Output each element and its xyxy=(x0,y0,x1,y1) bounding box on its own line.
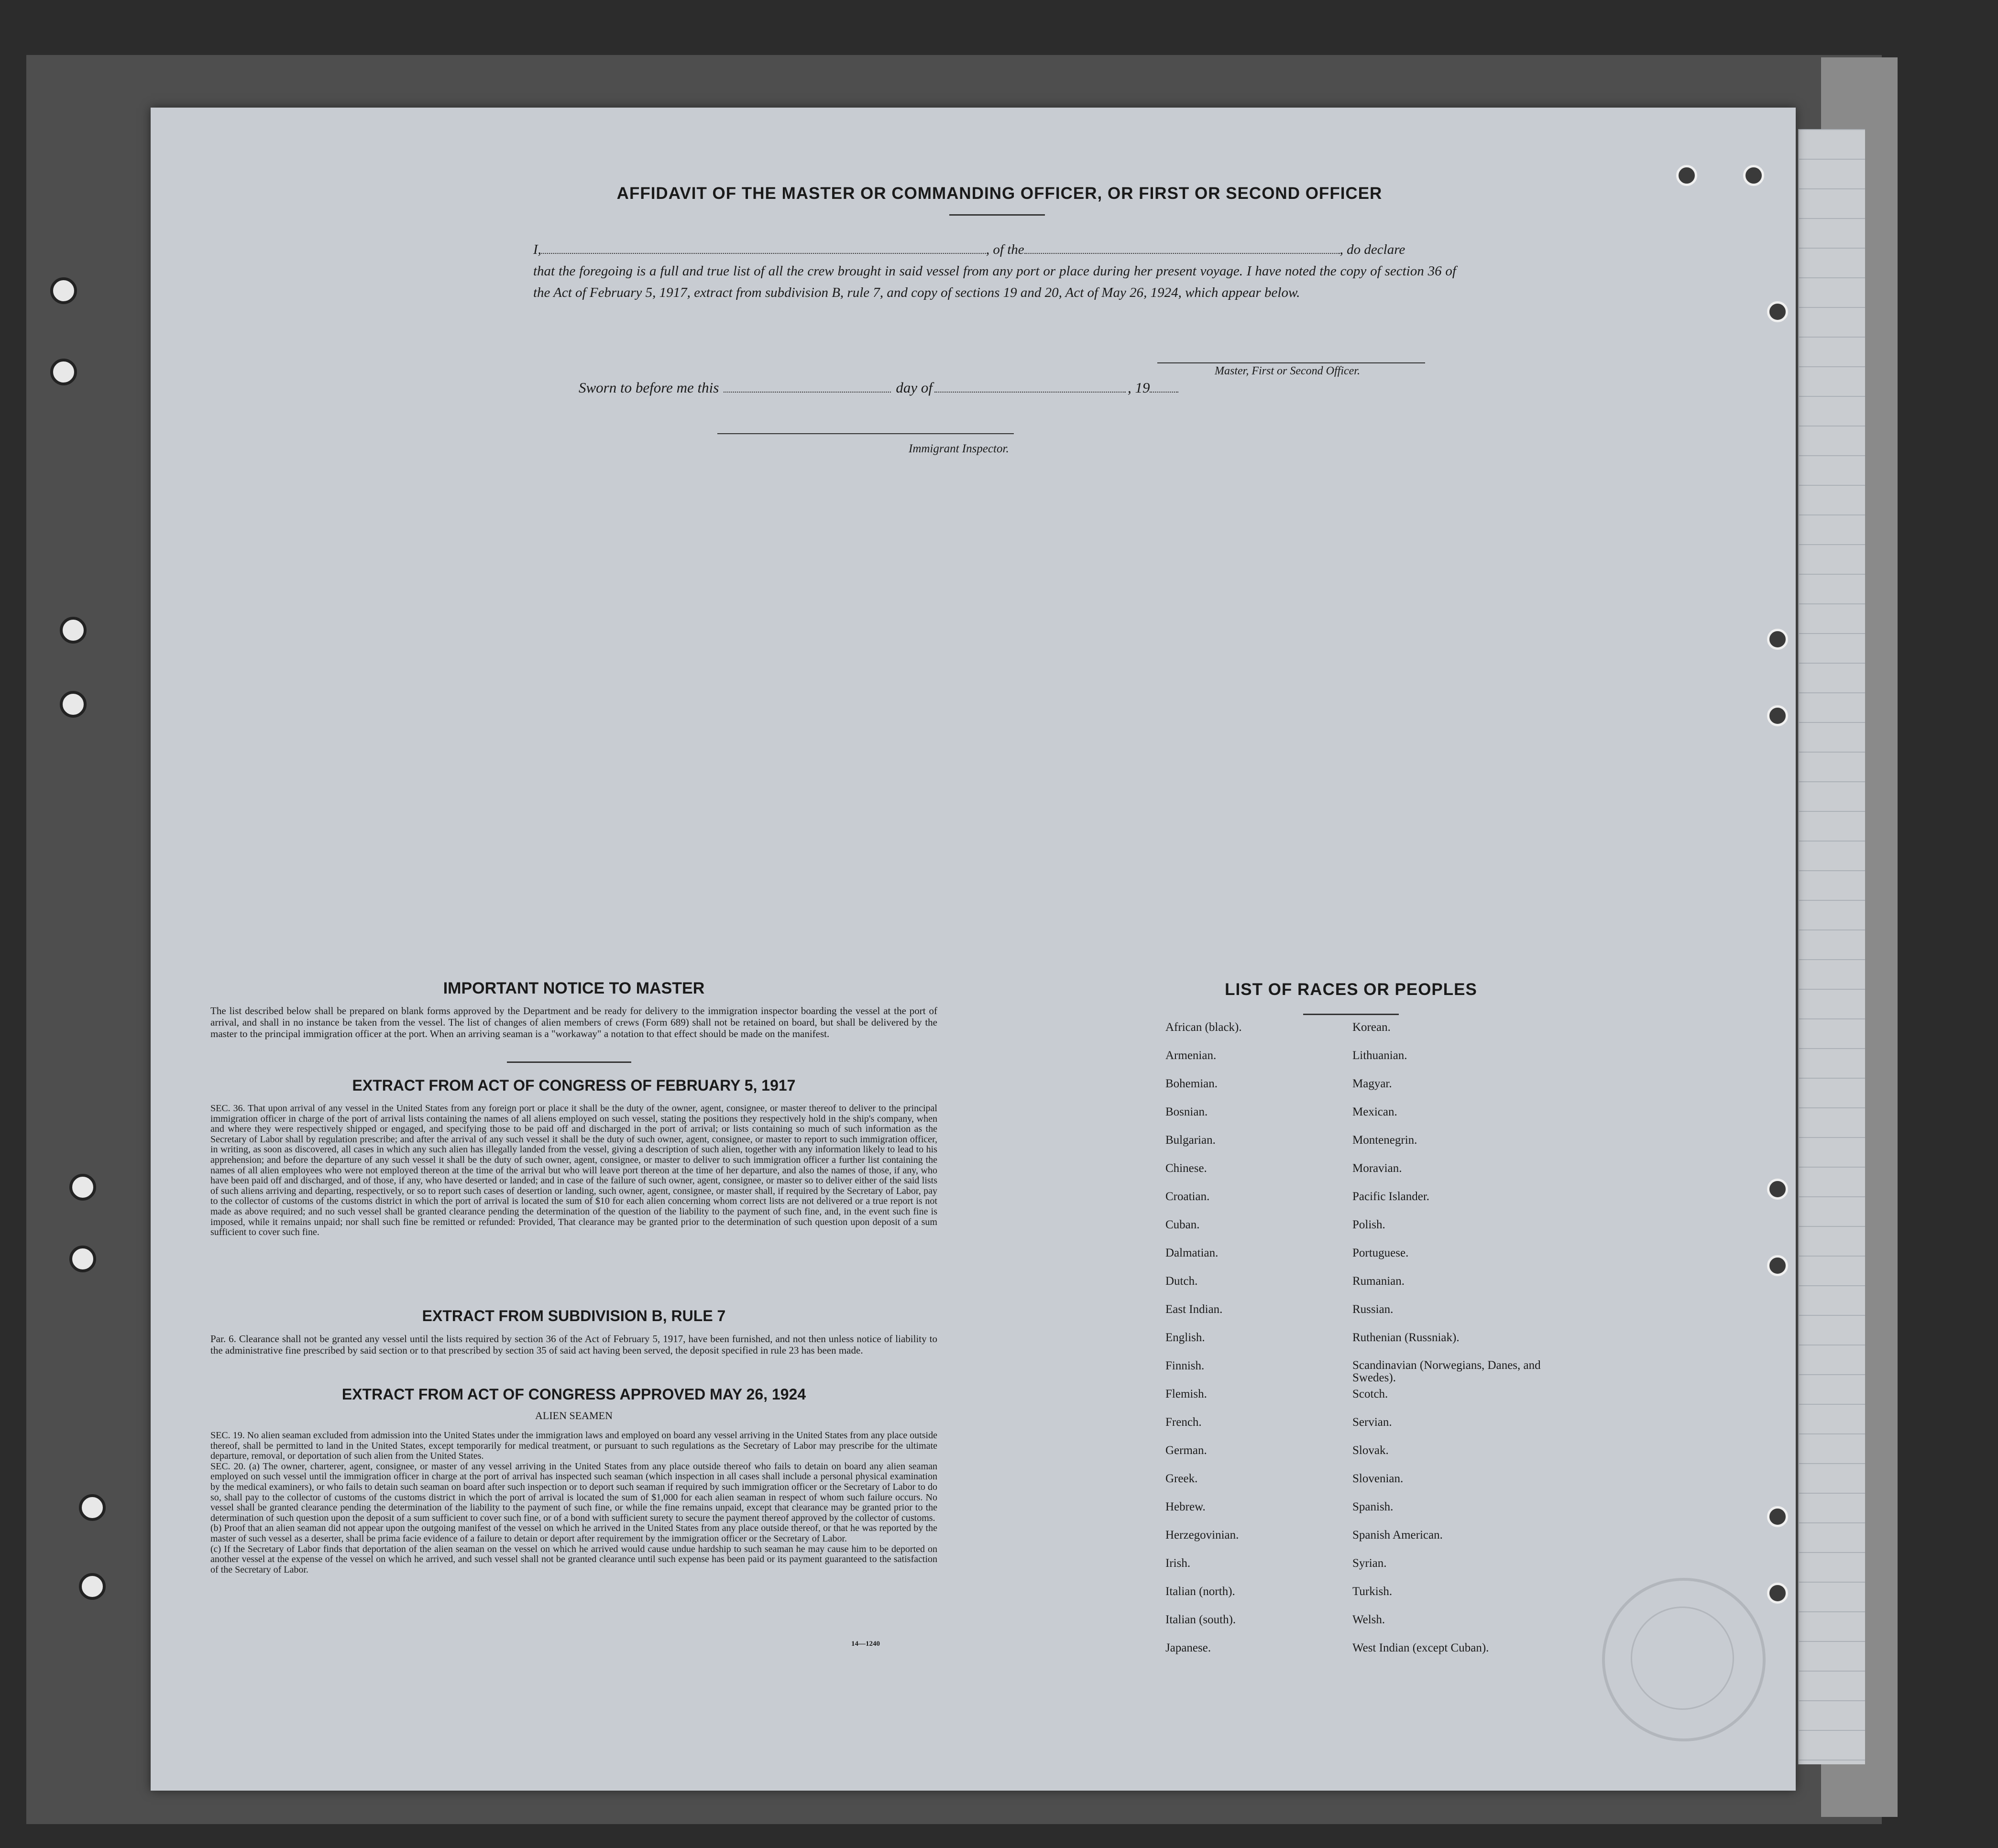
form-number: 14—1240 xyxy=(851,1640,880,1648)
extract-1924-title: EXTRACT FROM ACT OF CONGRESS APPROVED MAY 26, 1924 xyxy=(341,1386,806,1403)
affidavit-do-declare: , do declare xyxy=(1339,242,1405,257)
binder-hole xyxy=(60,691,87,718)
race-item: Spanish American. xyxy=(1352,1529,1443,1542)
race-item: Welsh. xyxy=(1352,1613,1385,1626)
extract-1917-text: SEC. 36. That upon arrival of any vessel in the United States from any foreign port or place it shall be the duty of the owner, agent, consignee, or master thereof to deliver to the principal immigration officer in charge of the port of arrival lists containing the names of all aliens employed on such vessel, stating the positions they respectively hold in the ship's company, when and where they were respectively shipped or engaged, and specifying those to be paid off and discharged in the port of arrival; or lists containing so much of such information as the Secretary of Labor shall by regulation prescribe; and after the arrival of any such vessel it shall be the duty of such owner, agent, consignee, or master to report to such immigration officer, in writing, as soon as discovered, all cases in which any such alien has illegally landed from the vessel, giving a description of such alien, together with any information likely to lead to his apprehension; and before the departure of any such vessel it shall be the duty of such owner, agent, consignee, or master to deliver to such immigration officer a further list containing the names of all alien employees who were not employed thereon at the time of the arrival but who will leave port thereon at the time of her departure, and also the names of those, if any, who have been paid off and discharged, and of those, if any, who have deserted or landed; and in case of the failure of such owner, agent, consignee, or master so to deliver either of the said lists of such aliens arriving and departing, respectively, or so to report such cases of desertion or landing, such owner, agent, consignee, or master shall, if required by the Secretary of Labor, pay to the collector of customs of the customs district in which the port of arrival is located the sum of $10 for each alien concerning whom correct lists are not delivered or a true report is not made as above required; and no such vessel shall be granted clearance pending the determination of the question of the liability to the payment of such fine, and, in the event such fine is imposed, while it remains unpaid; nor shall such fine be remitted or refunded: Provided, That clearance may be granted prior to the determination of such question upon deposit of a sum sufficient to cover such fine. xyxy=(210,1103,937,1238)
race-item: Italian (north). xyxy=(1165,1585,1235,1598)
sec-20b-text: (b) Proof that an alien seaman did not appear upon the outgoing manifest of the vessel on which he arrived in the United States from any place outside thereof, or that he was reported by the master of such vessel as a deserter, shall be prima facie evidence of a failure to detain or deport after requirement by the immigration officer or the Secretary of Labor. xyxy=(210,1523,937,1544)
alien-seamen-subtitle: ALIEN SEAMEN xyxy=(535,1410,613,1422)
race-item: Italian (south). xyxy=(1165,1613,1236,1626)
race-item: Irish. xyxy=(1165,1557,1191,1570)
name-field[interactable] xyxy=(541,253,986,254)
binder-hole xyxy=(50,359,77,385)
race-item: Cuban. xyxy=(1165,1218,1200,1231)
race-item: Pacific Islander. xyxy=(1352,1190,1430,1203)
race-item: African (black). xyxy=(1165,1021,1242,1034)
sworn-year-field[interactable] xyxy=(1150,392,1178,393)
race-item: Finnish. xyxy=(1165,1359,1205,1372)
rule7-text: Par. 6. Clearance shall not be granted any vessel until the lists required by section 36 of the Act of February 5, 1917, have been furnished, and not then unless notice of liability to the administrative fine prescribed by said section or to that prescribed by section 35 of said act having been served, the deposit specified in rule 23 has been made. xyxy=(210,1333,937,1356)
punch-hole xyxy=(1767,301,1788,322)
sec-19-text: SEC. 19. No alien seaman excluded from admission into the United States under the immigration laws and employed on board any vessel arriving in the United States from any place outside thereof, shall be permitted to land in the United States, except temporarily for medical treatment, or pursuant to such regulations as the Secretary of Labor may prescribe for the ultimate departure, removal, or deportation of such alien from the United States. xyxy=(210,1430,937,1462)
race-item: Magyar. xyxy=(1352,1077,1392,1090)
punch-hole xyxy=(1767,1583,1788,1604)
sworn-day-of: day of xyxy=(896,379,933,396)
affidavit-title: AFFIDAVIT OF THE MASTER OR COMMANDING OFFICER, OR FIRST OR SECOND OFFICER xyxy=(616,184,1383,203)
binder-hole xyxy=(79,1494,106,1521)
race-item: Russian. xyxy=(1352,1303,1394,1316)
race-item: Moravian. xyxy=(1352,1162,1402,1175)
rule7-title: EXTRACT FROM SUBDIVISION B, RULE 7 xyxy=(422,1307,726,1324)
race-item: Polish. xyxy=(1352,1218,1385,1231)
race-item: Herzegovinian. xyxy=(1165,1529,1239,1542)
sworn-day-field[interactable] xyxy=(724,392,891,393)
binder-hole xyxy=(69,1174,96,1201)
sworn-year-prefix: , 19 xyxy=(1127,379,1150,396)
race-item: Korean. xyxy=(1352,1021,1391,1034)
punch-hole xyxy=(1676,165,1697,186)
race-item: West Indian (except Cuban). xyxy=(1352,1641,1489,1654)
affidavit-of-the: , of the xyxy=(986,242,1024,257)
sworn-line xyxy=(579,379,1178,396)
binder-hole xyxy=(50,277,77,304)
master-signature-line xyxy=(1157,362,1425,363)
affidavit-declaration-line xyxy=(533,239,1456,261)
race-item: Flemish. xyxy=(1165,1388,1207,1400)
race-item: Slovak. xyxy=(1352,1444,1389,1457)
races-column-2 xyxy=(1352,1021,1553,1670)
race-item: East Indian. xyxy=(1165,1303,1223,1316)
affidavit-text xyxy=(533,239,1456,304)
affidavit-body: that the foregoing is a full and true list of all the crew brought in said vessel from any port or place during her present voyage. I have noted the copy of section 36 of the Act of February 5, 1917, extract from subdivision B, rule 7, and copy of sections 19 and 20, Act of May 26, 1924, which appear below. xyxy=(533,263,1456,300)
races-title: LIST OF RACES OR PEOPLES xyxy=(1225,980,1477,999)
title-rule xyxy=(949,214,1045,216)
race-item: Rumanian. xyxy=(1352,1275,1405,1288)
notice-title: IMPORTANT NOTICE TO MASTER xyxy=(443,979,705,997)
sec-20c-text: (c) If the Secretary of Labor finds that deportation of the alien seaman on the vessel on which he arrived would cause undue hardship to such seaman he may cause him to be deported on another vessel at the expense of the vessel on which he arrived, and such vessel shall not be granted clearance until such expense has been paid or its payment guaranteed to the satisfaction of the Secretary of Labor. xyxy=(210,1543,937,1575)
race-item: Armenian. xyxy=(1165,1049,1217,1062)
race-item: Dutch. xyxy=(1165,1275,1198,1288)
race-item: French. xyxy=(1165,1416,1202,1429)
race-item: Croatian. xyxy=(1165,1190,1210,1203)
race-item: Dalmatian. xyxy=(1165,1247,1219,1259)
race-item: Lithuanian. xyxy=(1352,1049,1407,1062)
race-item: Japanese. xyxy=(1165,1641,1211,1654)
race-item: Montenegrin. xyxy=(1352,1134,1417,1147)
race-item: Slovenian. xyxy=(1352,1472,1404,1485)
sec-20a-text: SEC. 20. (a) The owner, charterer, agent, consignee, or master of any vessel arriving in the United States from any place outside thereof who fails to detain on board any alien seaman employed on such vessel until the immigration officer in charge at the port of arrival has inspected such seaman (which inspection in all cases shall include a personal physical examination by the medical examiners), or who fails to detain such seaman on board after such inspection or to deport such seaman if required by such immigration officer or the Secretary of Labor to do so, shall pay to the collector of customs of the customs district in which the port of arrival is located the sum of $1,000 for each alien seaman in respect of whom such failure occurs. No vessel shall be granted clearance pending the determination of the liability to the payment of such fine, or while the fine remains unpaid, except that clearance may be granted prior to the determination of such question upon the deposit of a sum sufficient to cover such fine, or of a bond with sufficient surety to secure the payment thereof approved by the collector of customs. xyxy=(210,1461,937,1523)
race-item: Ruthenian (Russniak). xyxy=(1352,1331,1460,1344)
binder-hole xyxy=(79,1573,106,1600)
notice-text: The list described below shall be prepared on blank forms approved by the Department and be ready for delivery to the immigration inspector boarding the vessel at the port of arrival, and shall in no instance be taken from the vessel. The list of changes of alien members of crews (Form 689) shall not be retained on board, but shall be delivered by the master to the principal immigration officer at the port. When an arriving seaman is a "workaway" a notation to that effect should be made on the manifest. xyxy=(210,1005,937,1039)
races-column-1 xyxy=(1165,1021,1338,1670)
race-item: English. xyxy=(1165,1331,1205,1344)
embossed-seal-inner xyxy=(1631,1607,1734,1710)
race-item: Syrian. xyxy=(1352,1557,1387,1570)
binder-hole xyxy=(60,617,87,644)
race-item: Portuguese. xyxy=(1352,1247,1409,1259)
affidavit-i: I, xyxy=(533,242,541,257)
race-item: Mexican. xyxy=(1352,1105,1397,1118)
race-item: Spanish. xyxy=(1352,1500,1394,1513)
race-item: Turkish. xyxy=(1352,1585,1393,1598)
race-item: Servian. xyxy=(1352,1416,1392,1429)
race-item: Hebrew. xyxy=(1165,1500,1206,1513)
race-item: Bohemian. xyxy=(1165,1077,1218,1090)
punch-hole xyxy=(1743,165,1764,186)
inspector-signature-line xyxy=(717,433,1014,434)
sworn-label: Sworn to before me this xyxy=(579,379,719,396)
race-item: Scandinavian (Norwegians, Danes, and Swedes). xyxy=(1352,1359,1541,1384)
race-item: Chinese. xyxy=(1165,1162,1207,1175)
punch-hole xyxy=(1767,1179,1788,1200)
extract-1924-text xyxy=(210,1431,937,1575)
underlying-sheet xyxy=(1798,129,1865,1764)
race-item: Scotch. xyxy=(1352,1388,1388,1400)
vessel-field[interactable] xyxy=(1024,253,1340,254)
punch-hole xyxy=(1767,1506,1788,1527)
races-rule xyxy=(1303,1014,1399,1015)
race-item: German. xyxy=(1165,1444,1207,1457)
sworn-month-field[interactable] xyxy=(934,392,1126,393)
race-item: Greek. xyxy=(1165,1472,1198,1485)
race-item: Bulgarian. xyxy=(1165,1134,1216,1147)
race-item: Bosnian. xyxy=(1165,1105,1208,1118)
inspector-label: Immigrant Inspector. xyxy=(909,442,1009,455)
punch-hole xyxy=(1767,629,1788,650)
binder-hole xyxy=(69,1246,96,1272)
punch-hole xyxy=(1767,705,1788,726)
extract-1917-title: EXTRACT FROM ACT OF CONGRESS OF FEBRUARY 5, 1917 xyxy=(352,1077,796,1094)
master-label: Master, First or Second Officer. xyxy=(1215,365,1360,377)
punch-hole xyxy=(1767,1255,1788,1276)
notice-rule xyxy=(507,1061,631,1063)
